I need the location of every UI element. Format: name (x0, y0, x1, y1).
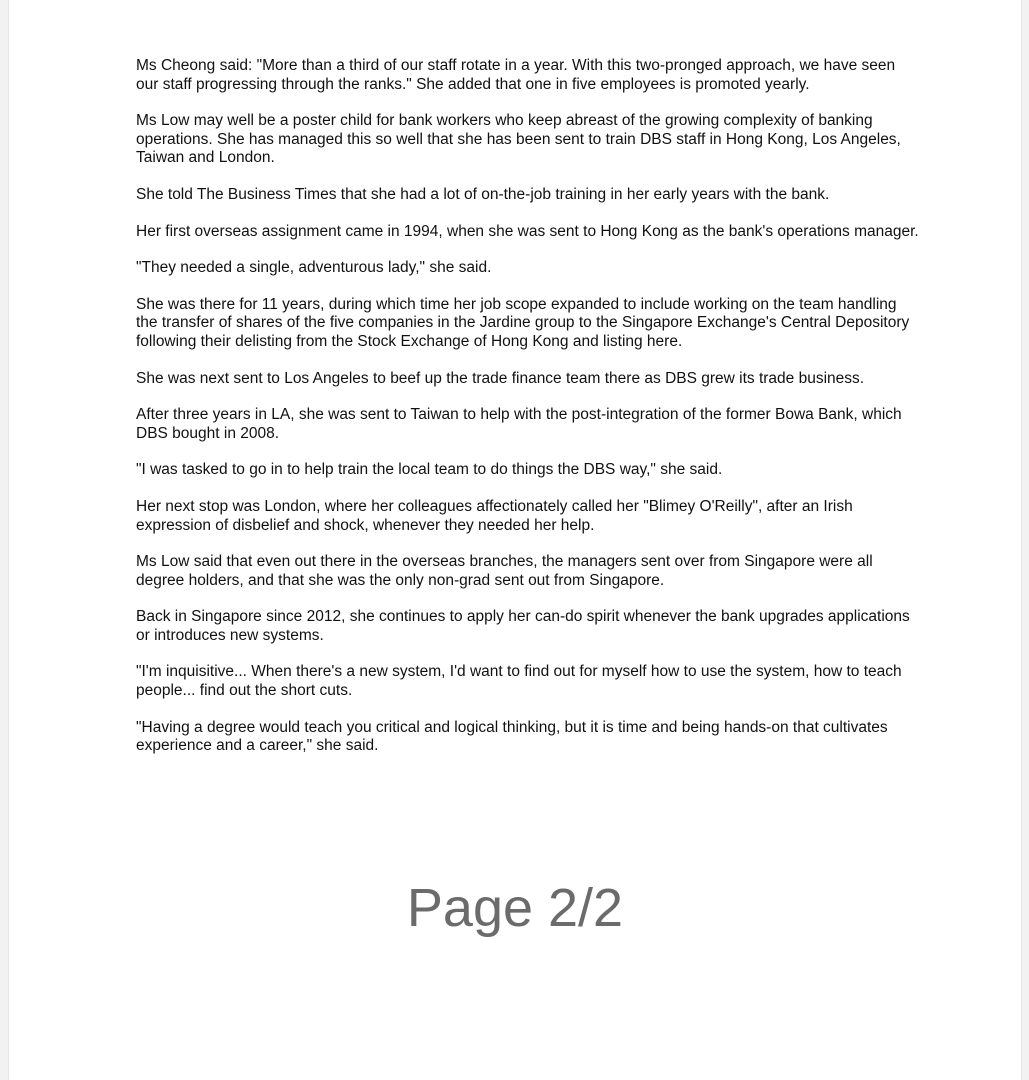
paragraph: She was next sent to Los Angeles to beef up the trade finance team there as DBS grew its trade business. (136, 369, 865, 387)
paragraph: Ms Cheong said: "More than a third of our staff rotate in a year. With this two-pronged approach, we have seen our staff progressing through the ranks." She added that one in five employees is promoted yearly. (136, 57, 896, 93)
paragraph: "They needed a single, adventurous lady," she said. (136, 259, 492, 277)
paragraph: "Having a degree would teach you critical and logical thinking, but it is time and being hands-on that cultivates experience and a career," she said. (136, 718, 888, 755)
page-number: Page 2/2 (406, 878, 624, 938)
paragraph: Her first overseas assignment came in 1994, when she was sent to Hong Kong as the bank's operations manager. (136, 222, 919, 240)
paragraph: She was there for 11 years, during which time her job scope expanded to include working on the team handling the transfer of shares of the five companies in the Jardine group to the Singapore Exchange's Central Depository following their delisting from the Stock Exchange of Hong Kong and listing here. (136, 295, 910, 350)
paragraph: Her next stop was London, where her colleagues affectionately called her "Blimey O'Reilly", after an Irish expression of disbelief and shock, whenever they needed her help. (136, 497, 853, 534)
paragraph: Ms Low said that even out there in the overseas branches, the managers sent over from Singapore were all degree holders, and that she was the only non-grad sent out from Singapore. (136, 553, 873, 589)
paragraph: After three years in LA, she was sent to Taiwan to help with the post-integration of the former Bowa Bank, which DBS bought in 2008. (136, 406, 902, 442)
paragraph: She told The Business Times that she had a lot of on-the-job training in her early years with the bank. (136, 185, 830, 203)
article-body (136, 57, 921, 774)
paragraph: Ms Low may well be a poster child for bank workers who keep abreast of the growing complexity of banking operations. She has managed this so well that she has been sent to train DBS staff in Hong Kong, Los Angeles, Taiwan and London. (136, 112, 901, 167)
document-page (8, 0, 1022, 1080)
paragraph: Back in Singapore since 2012, she continues to apply her can-do spirit whenever the bank upgrades applications or introduces new systems. (136, 608, 910, 644)
paragraph: "I'm inquisitive... When there's a new system, I'd want to find out for myself how to use the system, how to teach people... find out the short cuts. (136, 663, 902, 700)
paragraph: "I was tasked to go in to help train the local team to do things the DBS way," she said. (136, 461, 723, 479)
